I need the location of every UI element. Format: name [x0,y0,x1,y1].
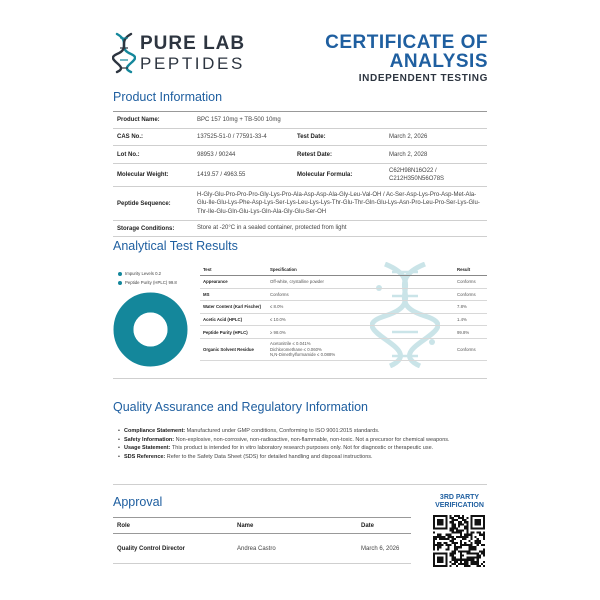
cas-label: CAS No.: [117,134,143,140]
test-date-label: Test Date: [297,134,326,140]
molecular-formula-label: Molecular Formula: [297,172,353,178]
retest-date-value: March 2, 2028 [389,151,428,158]
section-divider [113,484,487,485]
approval-date: March 6, 2026 [361,545,400,552]
list-item [119,444,489,453]
col-header-specification: Specification [270,267,297,272]
approval-table [113,517,411,564]
molecular-weight-label: Molecular Weight: [117,172,169,178]
test-result: 99.8% [457,329,470,335]
analytical-results-table [200,264,487,361]
qa-list [119,427,489,462]
document-title-line1: CERTIFICATE OF [325,32,488,53]
solvent-spec-line: Dichloromethane ≤ 0.060% [270,346,322,352]
donut-center [134,313,168,347]
analytical-results-heading: Analytical Test Results [113,239,238,253]
test-spec: ≤ 8.0% [270,304,284,310]
qa-item-label: Safety Information: [124,436,175,443]
qa-item-text: Manufactured under GMP conditions, Conforming to ISO 9001:2015 standards. [185,428,380,434]
col-header-role: Role [117,522,131,529]
approver-role: Quality Control Director [117,545,186,552]
peptide-sequence-value: H-Gly-Glu-Pro-Pro-Pro-Gly-Lys-Pro-Ala-Asp-Asp-Ala-Gly-Leu-Val-OH / Ac-Ser-Asp-Lys-Pro-Asp-Met-Ala-Glu-Ile-Glu-Lys-Phe-Asp-Lys-Ser-Lys-Leu-Lys-Lys-Thr-Glu-Thr-Gln-Glu-Lys-Asn-Pro-Leu-Pro-Ser-Lys-Glu-Thr-Ile-Glu-Gln-Glu-Lys-Gln-Ala-Gly-Glu-Ser-OH [197,191,480,215]
qa-item-text: Refer to the Safety Data Sheet (SDS) for detailed handling and disposal instructions. [165,454,373,461]
list-item [119,453,489,462]
test-result: 7.8% [457,304,467,310]
molecular-formula-line1: C62H98N16O22 / [389,168,437,174]
table-row [200,289,487,302]
product-name-value: BPC 157 10mg + TB-500 10mg [197,116,281,123]
test-name: Water Content (Karl Fischer) [203,304,262,310]
qa-item-label: Usage Statement: [124,445,171,452]
chart-legend [118,269,177,287]
table-row [200,314,487,327]
test-name: Peptide Purity (HPLC) [203,329,248,335]
table-row [200,339,487,361]
lot-value: 98953 / 90244 [197,151,236,158]
table-row [113,129,487,146]
col-header-date: Date [361,522,375,529]
table-row [113,221,487,237]
test-spec: Off-white, crystalline powder [270,279,324,285]
lot-label: Lot No.: [117,151,140,158]
brand-logo [112,32,252,74]
verification-line2: VERIFICATION [435,502,484,509]
legend-item [118,278,177,287]
legend-item [118,269,177,278]
logo-text-line2: PEPTIDES [140,54,245,73]
table-row [113,534,411,564]
purity-donut-chart [113,292,188,367]
test-name: Acetic Acid (HPLC) [203,317,242,323]
test-result: Conforms [457,279,476,285]
storage-value: Store at -20°C in a sealed container, protected from light [197,225,347,232]
legend-swatch [118,281,122,285]
logo-text-line1: PURE LAB [140,33,246,54]
test-spec: Conforms [270,291,289,297]
document-subtitle: INDEPENDENT TESTING [358,73,488,84]
test-name: Organic Solvent Residue [203,346,254,352]
table-row [200,301,487,314]
approver-name: Andrea Castro [237,545,276,552]
approval-heading: Approval [113,495,163,509]
test-spec: ≤ 10.0% [270,317,286,323]
qa-item-text: This product is intended for in vitro laboratory research purposes only. Not for diagnostic or therapeutic use. [170,445,434,452]
molecular-formula-value [389,167,487,183]
qa-heading: Quality Assurance and Regulatory Information [113,400,368,414]
test-spec [270,341,457,357]
list-item [119,436,489,445]
qa-item-label: SDS Reference: [124,454,166,461]
table-row [200,326,487,339]
verification-line1: 3RD PARTY [439,494,480,501]
legend-label: Peptide Purity (HPLC) 99.8 [125,280,177,285]
solvent-spec-line: Acetonitrile ≤ 0.041% [270,341,311,347]
qr-code-icon[interactable] [433,515,485,567]
table-header-row [113,518,411,534]
col-header-name: Name [237,522,254,529]
test-result: Conforms [457,291,476,297]
table-row [113,187,487,221]
product-name-label: Product Name: [117,117,160,123]
test-name: Appearance [203,279,228,285]
table-row [200,276,487,289]
col-header-test: Test [203,267,212,272]
product-info-heading: Product Information [113,90,223,104]
test-spec: ≥ 98.0% [270,329,286,335]
document-title [325,33,488,71]
peptide-sequence-label: Peptide Sequence: [117,200,171,207]
cas-value: 137525-51-0 / 77591-33-4 [197,134,267,140]
table-row [113,164,487,187]
col-header-result: Result [457,267,471,272]
storage-label: Storage Conditions: [117,225,175,232]
test-result: 1.4% [457,317,467,323]
product-info-table [113,111,487,237]
section-divider [113,378,487,379]
molecular-weight-value: 1419.57 / 4963.55 [197,172,246,178]
test-result: Conforms [457,346,476,352]
list-item [119,427,489,436]
table-header-row [200,264,487,276]
verification-label [432,494,487,510]
legend-label: Impurity Levels 0.2 [125,271,162,276]
table-row [113,112,487,129]
legend-swatch [118,272,122,276]
solvent-spec-line: N,N-Dimethylformamide ≤ 0.088% [270,352,336,358]
test-date-value: March 2, 2026 [389,134,428,140]
test-name: MS [203,291,210,297]
document-title-line2: ANALYSIS [389,51,488,72]
retest-date-label: Retest Date: [297,151,333,158]
molecular-formula-line2: C212H350N56O78S [389,176,445,182]
qa-item-text: Non-explosive, non-corrosive, non-radioactive, non-flammable, non-toxic. Not a precursor for chemical weapons. [174,436,450,443]
qa-item-label: Compliance Statement: [124,428,186,434]
table-row [113,146,487,164]
dna-logo-icon [112,32,136,74]
